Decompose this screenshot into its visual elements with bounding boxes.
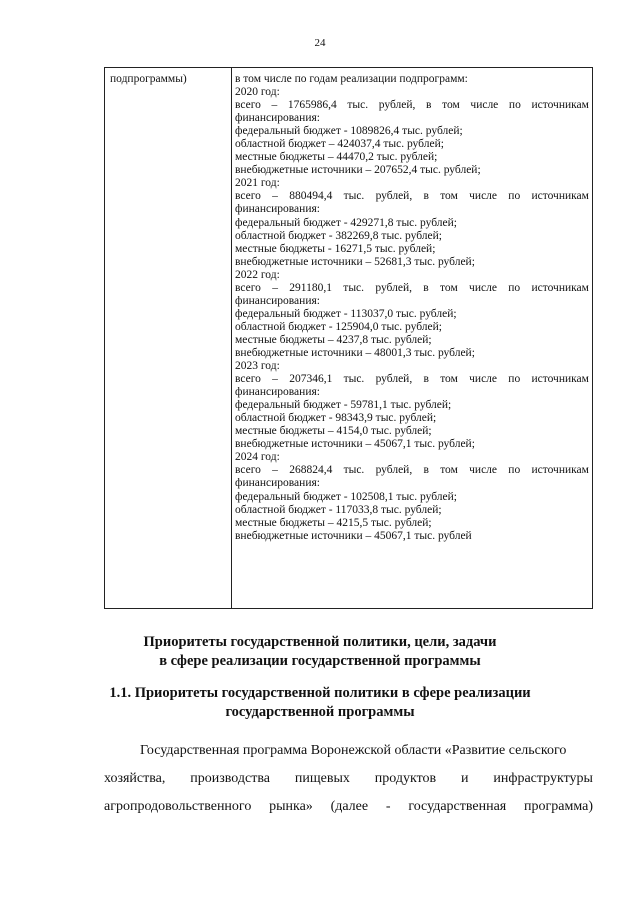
total-word: по	[508, 99, 521, 112]
total-word: –	[272, 373, 278, 386]
budget-source-line: федеральный бюджет - 102508,1 тыс. рублей;	[235, 490, 457, 503]
budget-source-line: федеральный бюджет - 1089826,4 тыс. рублей;	[235, 125, 463, 138]
budget-source-line: областной бюджет - 98343,9 тыс. рублей;	[235, 412, 437, 425]
section-title-line-2: в сфере реализации государственной программы	[159, 653, 481, 669]
total-word: всего	[235, 281, 261, 294]
financing-label: финансирования:	[235, 477, 320, 490]
budget-source-line: областной бюджет - 117033,8 тыс. рублей;	[235, 503, 442, 516]
year-heading: 2024 год:	[235, 451, 280, 464]
year-total-line	[235, 99, 589, 112]
budget-source-line: местные бюджеты - 16271,5 тыс. рублей;	[235, 242, 436, 255]
budget-source-line: местные бюджеты – 4215,5 тыс. рублей;	[235, 516, 432, 529]
total-word: рублей,	[378, 99, 416, 112]
column-divider	[231, 68, 232, 608]
total-word: числе	[469, 281, 497, 294]
total-word: источникам	[531, 373, 589, 386]
subsection-title-line-2: государственной программы	[225, 704, 415, 720]
total-word: в	[423, 464, 429, 477]
budget-source-line: федеральный бюджет - 429271,8 тыс. рублей;	[235, 216, 457, 229]
total-word: источникам	[531, 464, 589, 477]
total-word: рублей,	[375, 281, 412, 294]
section-title	[0, 633, 640, 671]
subsection-title-line-1: 1.1. Приоритеты государственной политики в сфере реализации	[109, 685, 531, 701]
total-word: всего	[235, 190, 261, 203]
funding-details-cell	[235, 73, 589, 543]
funding-table	[104, 67, 593, 609]
budget-source-line: федеральный бюджет - 113037,0 тыс. рублей;	[235, 307, 457, 320]
section-title-line-1: Приоритеты государственной политики, цели, задачи	[143, 634, 497, 650]
financing-label: финансирования:	[235, 294, 320, 307]
budget-source-line: внебюджетные источники – 207652,4 тыс. рублей;	[235, 164, 481, 177]
paragraph-word: продуктов	[374, 771, 437, 786]
total-word: всего	[235, 99, 261, 112]
total-word: числе	[469, 464, 498, 477]
paragraph-word: хозяйства,	[104, 771, 166, 786]
page-number: 24	[314, 37, 326, 49]
paragraph-word: и	[461, 771, 469, 786]
paragraph-word: пищевых	[294, 771, 350, 786]
budget-source-line: внебюджетные источники – 48001,3 тыс. рублей;	[235, 346, 475, 359]
paragraph-word: -	[385, 799, 391, 814]
total-word: том	[440, 373, 458, 386]
paragraph-word: производства	[190, 771, 271, 786]
total-word: 880494,4	[289, 190, 333, 203]
total-word: тыс.	[343, 281, 365, 294]
paragraph-word: рынка»	[269, 799, 313, 814]
total-word: по	[508, 190, 521, 203]
year-heading: 2020 год:	[235, 86, 280, 99]
total-word: источникам	[531, 190, 589, 203]
total-word: –	[271, 99, 278, 112]
paragraph-word: (далее	[330, 799, 369, 814]
total-word: в	[426, 99, 432, 112]
financing-label: финансирования:	[235, 112, 320, 125]
total-word: том	[440, 190, 458, 203]
budget-source-line: федеральный бюджет - 59781,1 тыс. рублей;	[235, 399, 452, 412]
year-total-line	[235, 282, 589, 295]
budget-source-line: областной бюджет - 125904,0 тыс. рублей;	[235, 320, 442, 333]
total-word: 291180,1	[289, 281, 332, 294]
budget-source-line: областной бюджет – 424037,4 тыс. рублей;	[235, 138, 444, 151]
budget-source-line: внебюджетные источники – 45067,1 тыс. рублей;	[235, 438, 475, 451]
total-word: тыс.	[343, 373, 365, 386]
total-word: том	[440, 281, 458, 294]
total-word: –	[272, 464, 278, 477]
financing-label: финансирования:	[235, 386, 320, 399]
total-word: в	[423, 281, 429, 294]
paragraph-word: программа)	[524, 799, 593, 814]
total-word: рублей,	[375, 373, 413, 386]
total-word: рублей,	[375, 190, 413, 203]
total-word: том	[442, 99, 460, 112]
total-word: –	[272, 190, 278, 203]
total-word: источникам	[531, 281, 589, 294]
total-word: 268824,4	[289, 464, 333, 477]
total-word: в	[423, 373, 429, 386]
budget-source-line: местные бюджеты – 4154,0 тыс. рублей;	[235, 425, 432, 438]
total-word: –	[272, 281, 278, 294]
total-word: рублей,	[375, 464, 413, 477]
total-word: тыс.	[343, 190, 365, 203]
total-word: 207346,1	[289, 373, 333, 386]
budget-source-line: внебюджетные источники – 52681,3 тыс. рублей;	[235, 255, 475, 268]
total-word: по	[508, 464, 521, 477]
year-heading: 2022 год:	[235, 268, 280, 281]
budget-source-line: местные бюджеты – 4237,8 тыс. рублей;	[235, 333, 432, 346]
total-word: всего	[235, 373, 261, 386]
total-word: по	[508, 281, 521, 294]
total-word: 1765986,4	[287, 99, 337, 112]
subsection-title	[0, 684, 640, 722]
subprogram-label-cell: подпрограммы)	[110, 73, 187, 85]
total-word: числе	[469, 190, 498, 203]
total-word: источникам	[531, 99, 589, 112]
paragraph-line-2	[104, 765, 593, 793]
total-word: всего	[235, 464, 261, 477]
total-word: по	[508, 373, 521, 386]
total-word: числе	[470, 99, 499, 112]
budget-source-line: внебюджетные источники – 45067,1 тыс. рублей	[235, 529, 472, 542]
total-word: тыс.	[343, 464, 365, 477]
year-heading: 2023 год:	[235, 360, 280, 373]
year-total-line	[235, 373, 589, 386]
paragraph-line-3	[104, 793, 593, 821]
budget-source-line: областной бюджет - 382269,8 тыс. рублей;	[235, 229, 442, 242]
total-word: числе	[469, 373, 498, 386]
paragraph-word: агропродовольственного	[104, 799, 252, 814]
paragraph-word: инфраструктуры	[493, 771, 593, 786]
funding-intro: в том числе по годам реализации подпрограмм:	[235, 73, 468, 85]
total-word: том	[440, 464, 458, 477]
financing-label: финансирования:	[235, 203, 320, 216]
year-heading: 2021 год:	[235, 177, 280, 190]
total-word: в	[423, 190, 429, 203]
paragraph-line-1: Государственная программа Воронежской области «Развитие сельского	[140, 743, 567, 758]
year-total-line	[235, 190, 589, 203]
total-word: тыс.	[347, 99, 369, 112]
paragraph-word: государственная	[408, 799, 507, 814]
budget-source-line: местные бюджеты – 44470,2 тыс. рублей;	[235, 151, 438, 164]
year-total-line	[235, 464, 589, 477]
